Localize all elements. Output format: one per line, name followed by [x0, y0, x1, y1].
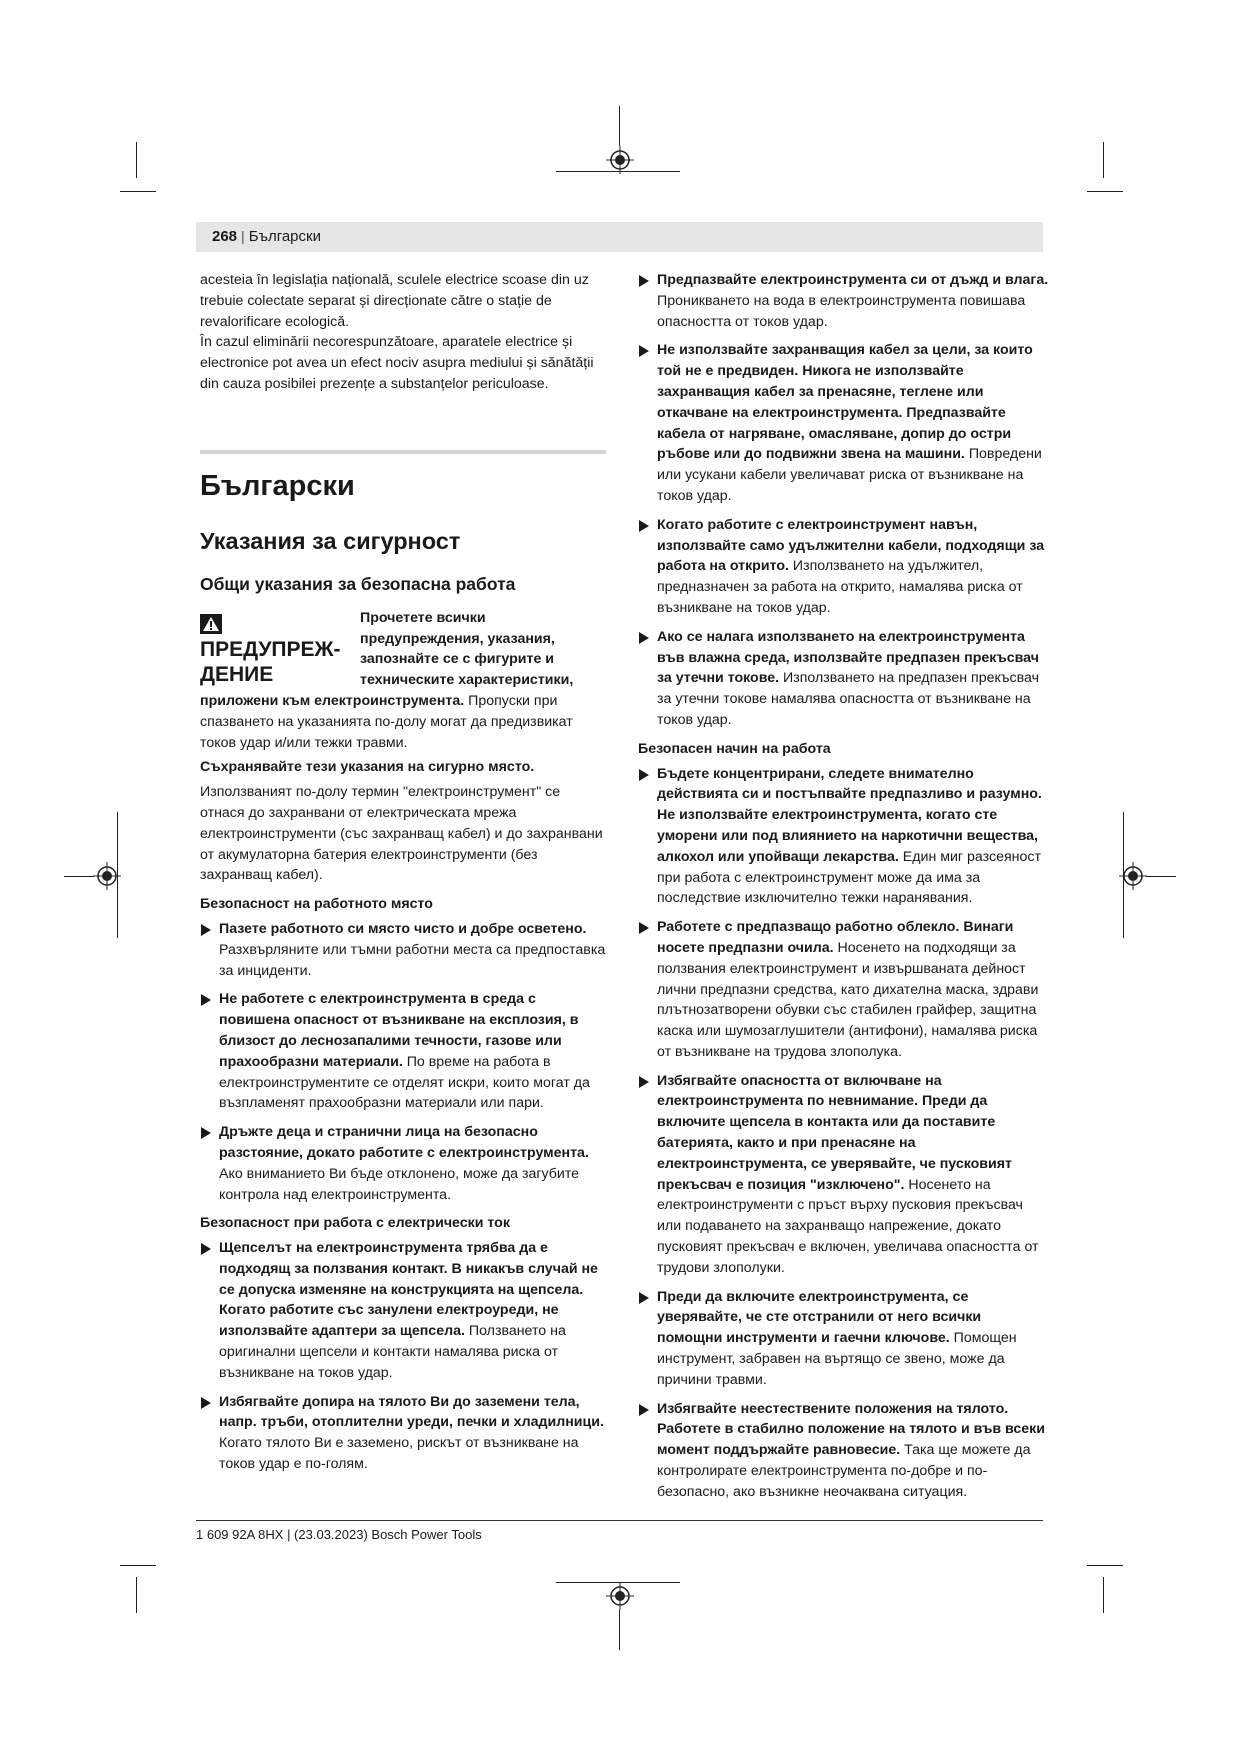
list-item	[638, 764, 1050, 910]
bullet-text: Ползването на оригинални щепсели и контакти намалява риска от възникване на токов удар.	[219, 1323, 566, 1381]
list-item	[200, 1122, 606, 1205]
section-title: Указания за сигурност	[200, 527, 461, 554]
bullet-text: Ако вниманието Ви бъде отклонено, може да загубите контрола над електроинструмента.	[219, 1165, 580, 1203]
warning-label	[200, 612, 352, 687]
bullet-triangle-icon	[639, 520, 649, 532]
header-separator: |	[241, 228, 245, 245]
bullet-triangle-icon	[639, 1076, 649, 1088]
bullet-text: Носенето на електроинструменти с пръст върху пусковия прекъсвач или подаването на захранващо напрежение, докато пусковият прекъсвач е включен, увеличава опасността от трудови злополуки.	[657, 1176, 1039, 1276]
crop-mark	[64, 876, 94, 877]
list-item	[638, 1071, 1050, 1279]
warning-label-text: ПРЕДУПРЕЖ-ДЕНИЕ	[200, 637, 341, 686]
bullet-triangle-icon	[201, 1127, 211, 1139]
crop-mark	[136, 142, 137, 178]
list-item	[638, 917, 1050, 1063]
bullet-bold: Ако се налага използването на електроинструмента във влажна среда, използвайте предпазен прекъсвач за утечни токове.	[657, 628, 1039, 687]
warning-body: Пропуски при спазването на указанията по-долу могат да предизвикат токов удар и/или тежки травми.	[200, 692, 573, 751]
crop-mark	[619, 1610, 620, 1650]
bullet-bold: Не използвайте захранващия кабел за цели, за които той не е предвиден. Никога не използвайте захранващия кабел за пренасяне, теглене или откачване на електроинструмента. Предпазвайте кабела от нагряване, омасляване, допир до остри ръбове или до подвижни звена на машини.	[657, 342, 1033, 463]
bullet-bold: Избягвайте допира на тялото Ви до заземени тела, напр. тръби, отоплителни уреди, печки и хладилници.	[219, 1393, 604, 1431]
crop-mark	[1087, 191, 1123, 192]
crop-mark	[120, 1565, 156, 1566]
bullet-bold: Дръжте деца и странични лица на безопасно разстояние, докато работите с електроинструмента.	[219, 1124, 589, 1161]
bullet-bold: Работете с предпазващо работно облекло. Винаги носете предпазни очила.	[657, 919, 1014, 956]
page-number: 268	[212, 227, 238, 245]
list-item	[200, 989, 606, 1114]
crop-mark	[136, 1577, 137, 1613]
list-item	[200, 919, 606, 981]
crop-mark	[1103, 142, 1104, 178]
crop-mark	[1103, 1577, 1104, 1613]
footer-divider	[196, 1520, 1043, 1521]
page-footer: 1 609 92A 8HX | (23.03.2023) Bosch Power Tools	[196, 1527, 482, 1542]
crop-mark	[619, 106, 620, 146]
keep-instructions: Съхранявайте тези указания на сигурно място.	[200, 759, 535, 776]
bullet-bold: Предпазвайте електроинструмента си от дъжд и влага.	[657, 272, 1049, 288]
bullet-triangle-icon	[639, 922, 649, 934]
crop-mark	[117, 812, 118, 938]
crop-mark	[1123, 812, 1124, 938]
left-column	[200, 270, 606, 1483]
bullet-bold: Преди да включите електроинструмента, се уверявайте, че сте отстранили от него всички помощни инструменти и гаечни ключове.	[657, 1288, 982, 1347]
right-column	[638, 270, 1050, 1511]
list-item	[638, 1399, 1050, 1503]
bullet-bold: Не работете с електроинструмента в среда с повишена опасност от възникване на експлозия, в близост до леснозапалими течности, газове или прахообразни материали.	[219, 991, 579, 1070]
bullet-text: Използването на удължител, предназначен за работа на открито, намалява риска от възникване на токов удар.	[657, 558, 1023, 616]
list-item	[200, 1238, 606, 1384]
registration-mark-icon	[606, 1582, 634, 1610]
term-definition: Използваният по-долу термин "електроинструмент" се отнася до захранвани от електрическата мрежа електроинструменти (със захранващ кабел) и до захранвани от акумулаторна батерия електроинструменти (без захранващ кабел).	[200, 784, 603, 884]
bullet-text: Когато тялото Ви е заземено, рискът от възникване на токов удар е по-голям.	[219, 1435, 579, 1473]
subsection-title: Общи указания за безопасна работа	[200, 573, 516, 594]
bullet-bold: Избягвайте неестествените положения на тялото. Работете в стабилно положение на тялото и във всеки момент поддържайте равновесие.	[657, 1400, 1045, 1459]
section-divider	[200, 450, 606, 454]
page-header	[196, 222, 1043, 252]
bullet-triangle-icon	[201, 924, 211, 936]
bullet-text: По време на работа в електроинструментите се отделят искри, които могат да възпламенят прахообразни материали или пари.	[219, 1053, 590, 1112]
list-item	[638, 340, 1050, 506]
group-title: Безопасен начин на работа	[638, 740, 831, 757]
list-item	[200, 1392, 606, 1475]
bullet-bold: Бъдете концентрирани, следете внимателно действията си и постъпвайте предпазливо и разумно. Не използвайте електроинструмента, когато сте уморени или под влиянието на наркотични вещества, алкохол или упойващи лекарства.	[657, 765, 1042, 865]
group-title: Безопасност на работното място	[200, 896, 433, 913]
bullet-triangle-icon	[639, 275, 649, 287]
list-item	[638, 627, 1050, 731]
list-item	[638, 515, 1050, 619]
header-language: Български	[248, 227, 321, 245]
bullet-text: Разхвърляните или тъмни работни места са предпоставка за инциденти.	[219, 941, 606, 979]
crop-mark	[1146, 876, 1176, 877]
bullet-bold: Щепселът на електроинструмента трябва да е подходящ за ползвания контакт. В никакъв случай не се допуска изменяне на конструкцията на щепсела. Когато работите със занулени електроуреди, не използвайте адаптери за щепсела.	[219, 1240, 598, 1340]
bullet-triangle-icon	[201, 994, 211, 1006]
bullet-text: Повредени или усукани кабели увеличават риска от възникване на токов удар.	[657, 446, 1042, 504]
list-item	[638, 1287, 1050, 1391]
warning-block	[200, 608, 606, 754]
bullet-triangle-icon	[639, 632, 649, 644]
paragraph: acesteia în legislația națională, sculele electrice scoase din uz trebuie colectate separat și direcționate către o stație de revalorificare ecologică.	[200, 272, 589, 330]
bullet-text: Така ще можете да контролирате електроинструмента по-добре и по-безопасно, ако възникне неочаквана ситуация.	[657, 1442, 1031, 1500]
list-item	[638, 270, 1050, 332]
bullet-bold: Когато работите с електроинструмент навън, използвайте само удължителни кабели, подходящи за работа на открито.	[657, 516, 1045, 575]
group-title: Безопасност при работа с електрически ток	[200, 1215, 510, 1232]
bullet-bold: Пазете работното си място чисто и добре осветено.	[219, 920, 587, 937]
warning-bold: Прочетете всички предупреждения, указания, запознайте се с фигурите и техническите характеристики, приложени към електроинструмента.	[200, 609, 574, 709]
bullet-triangle-icon	[201, 1397, 211, 1409]
bullet-text: Един миг разсеяност при работа с електроинструмент може да има за последствие изключително тежки наранявания.	[657, 848, 1041, 907]
crop-mark	[556, 1582, 680, 1583]
crop-mark	[1087, 1565, 1123, 1566]
bullet-triangle-icon	[639, 1292, 649, 1304]
bullet-triangle-icon	[639, 345, 649, 357]
romanian-text	[200, 270, 606, 395]
crop-mark	[120, 191, 156, 192]
crop-mark	[556, 171, 680, 172]
bullet-triangle-icon	[639, 769, 649, 781]
bullet-text: Използването на предпазен прекъсвач за утечни токове намалява опасността от възникване на токов удар.	[657, 670, 1039, 728]
language-title: Български	[200, 469, 355, 502]
bullet-triangle-icon	[201, 1243, 211, 1255]
bullet-text: Проникването на вода в електроинструмента повишава опасността от токов удар.	[657, 292, 1026, 330]
bullet-text: Помощен инструмент, забравен на въртящо се звено, може да причини травми.	[657, 1330, 1017, 1388]
bullet-text: Носенето на подходящи за ползвания електроинструмент и извършваната дейност лични предпазни средства, като дихателна маска, здрави плътнозатворени обувки със стабилен грайфер, защитна каска или шумозаглушители (антифони), намалява риска от възникване на трудова злополука.	[657, 939, 1039, 1060]
bullet-bold: Избягвайте опасността от включване на електроинструмента по невнимание. Преди да включите щепсела в контакта или да поставите батерията, както и при пренасяне на електроинструмента, се уверявайте, че пусковият прекъсвач е позиция "изключено".	[657, 1072, 1012, 1193]
registration-mark-icon	[606, 146, 634, 174]
paragraph: În cazul eliminării necorespunzătoare, aparatele electrice și electronice pot avea un efect nociv asupra mediului și sănătății din cauza posibilei prezențe a substanțelor periculoase.	[200, 334, 594, 392]
bullet-triangle-icon	[639, 1404, 649, 1416]
warning-triangle-icon	[200, 614, 222, 634]
